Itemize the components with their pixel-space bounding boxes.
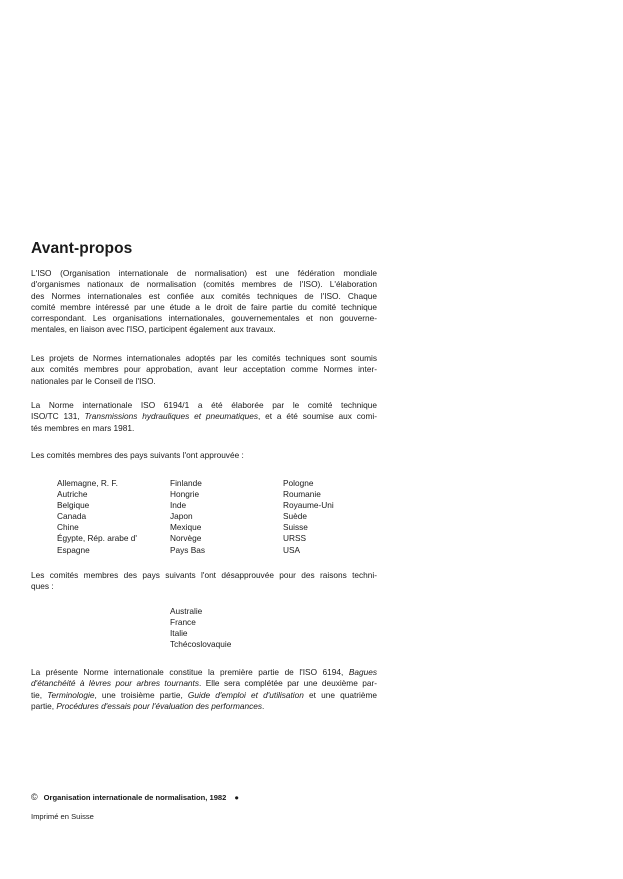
text-run: . Elle sera complétée par une deuxième par- <box>199 678 377 689</box>
text-line <box>31 701 377 712</box>
text-line: d'organismes nationaux de normalisation (comités membres de l'ISO). L'élaboration <box>31 279 377 290</box>
country-name: Inde <box>170 500 187 511</box>
country-name: Suisse <box>283 522 308 533</box>
text-line: nationales par le Conseil de l'ISO. <box>31 375 156 386</box>
country-name: Autriche <box>57 489 88 500</box>
text-run: La présente Norme internationale constitue la première partie de l'ISO 6194, <box>31 667 349 677</box>
text-line: des Normes internationales est confiée aux comités techniques de l'ISO. Chaque <box>31 290 377 301</box>
text-line <box>31 690 377 701</box>
country-name: Égypte, Rép. arabe d' <box>57 533 137 544</box>
text-run: , une troisième partie, <box>94 689 188 700</box>
country-column <box>57 478 137 556</box>
country-name: Chine <box>57 522 79 533</box>
country-name: Tchécoslovaquie <box>170 639 232 650</box>
standard-paragraph <box>31 400 377 434</box>
text-run: . <box>262 700 265 711</box>
country-name: Norvège <box>170 533 202 544</box>
closing-paragraph <box>31 667 377 712</box>
page-title: Avant-propos <box>31 240 133 257</box>
text-line: Les comités membres des pays suivants l'ont désapprouvée pour des raisons techni- <box>31 570 377 580</box>
country-name: Pays Bas <box>170 544 206 555</box>
part-title: Guide d'emploi et d'utilisation <box>187 689 304 700</box>
copyright-line <box>31 792 239 802</box>
country-name: Hongrie <box>170 489 200 500</box>
country-name: Japon <box>170 511 193 522</box>
country-name: France <box>170 617 196 628</box>
text-line <box>31 411 377 422</box>
country-name: USA <box>283 544 301 555</box>
text-line: aux comités membres pour approbation, avant leur acceptation comme Normes inter- <box>31 364 377 375</box>
country-name: Suède <box>283 511 307 522</box>
text-line <box>31 678 377 689</box>
text-line: ques : <box>31 581 54 592</box>
part-title: Procédures d'essais pour l'évaluation des performances <box>56 700 263 711</box>
country-name: Belgique <box>57 500 90 511</box>
country-name: URSS <box>283 533 307 544</box>
projects-paragraph <box>31 353 377 387</box>
text-line: tés membres en mars 1981. <box>31 422 135 433</box>
country-name: Australie <box>170 606 203 616</box>
standard-title: d'étanchéité à lèvres pour arbres tournants <box>31 678 199 689</box>
copyright-icon: © <box>31 792 38 802</box>
disapproved-intro <box>31 570 377 593</box>
country-column <box>170 478 205 556</box>
text-line: mentales, en liaison avec l'ISO, participent également aux travaux. <box>31 324 276 335</box>
country-name: Pologne <box>283 478 314 488</box>
country-name: Mexique <box>170 522 202 533</box>
copyright-text: Organisation internationale de normalisation, 1982 <box>43 793 227 802</box>
text-run: tie, <box>31 689 48 700</box>
printed-in: Imprimé en Suisse <box>31 812 94 821</box>
country-name: Finlande <box>170 478 202 488</box>
country-name: Italie <box>170 628 188 639</box>
country-name: Canada <box>57 511 87 522</box>
text-line: L'ISO (Organisation internationale de normalisation) est une fédération mondiale <box>31 268 377 278</box>
country-name: Espagne <box>57 544 90 555</box>
disapproved-countries-list <box>170 606 231 650</box>
text-line: correspondant. Les organisations internationales, gouvernementales et non gouverne- <box>31 313 377 324</box>
text-line: comité membre intéressé par une étude a le droit de faire partie du comité technique <box>31 301 377 312</box>
text-run: partie, <box>31 700 57 711</box>
text-line: Les projets de Normes internationales adoptés par les comités techniques sont soumis <box>31 353 377 363</box>
text-run: , et a été soumise aux comi- <box>258 411 377 422</box>
country-column <box>283 478 334 556</box>
committee-title: Transmissions hydrauliques et pneumatiques <box>84 411 258 422</box>
intro-paragraph <box>31 268 377 336</box>
standard-title: Bagues <box>348 667 377 677</box>
text-run: et une quatrième <box>303 689 377 700</box>
country-name: Roumanie <box>283 489 321 500</box>
text-line: La Norme internationale ISO 6194/1 a été élaborée par le comité technique <box>31 400 377 410</box>
bullet-icon: ● <box>234 793 239 802</box>
country-name: Royaume-Uni <box>283 500 334 511</box>
country-name: Allemagne, R. F. <box>57 478 118 488</box>
approved-intro <box>31 450 377 461</box>
text-run: ISO/TC 131, <box>31 411 85 422</box>
text-line <box>31 667 377 678</box>
part-title: Terminologie <box>47 689 95 700</box>
text-line: Les comités membres des pays suivants l'ont approuvée : <box>31 450 244 460</box>
